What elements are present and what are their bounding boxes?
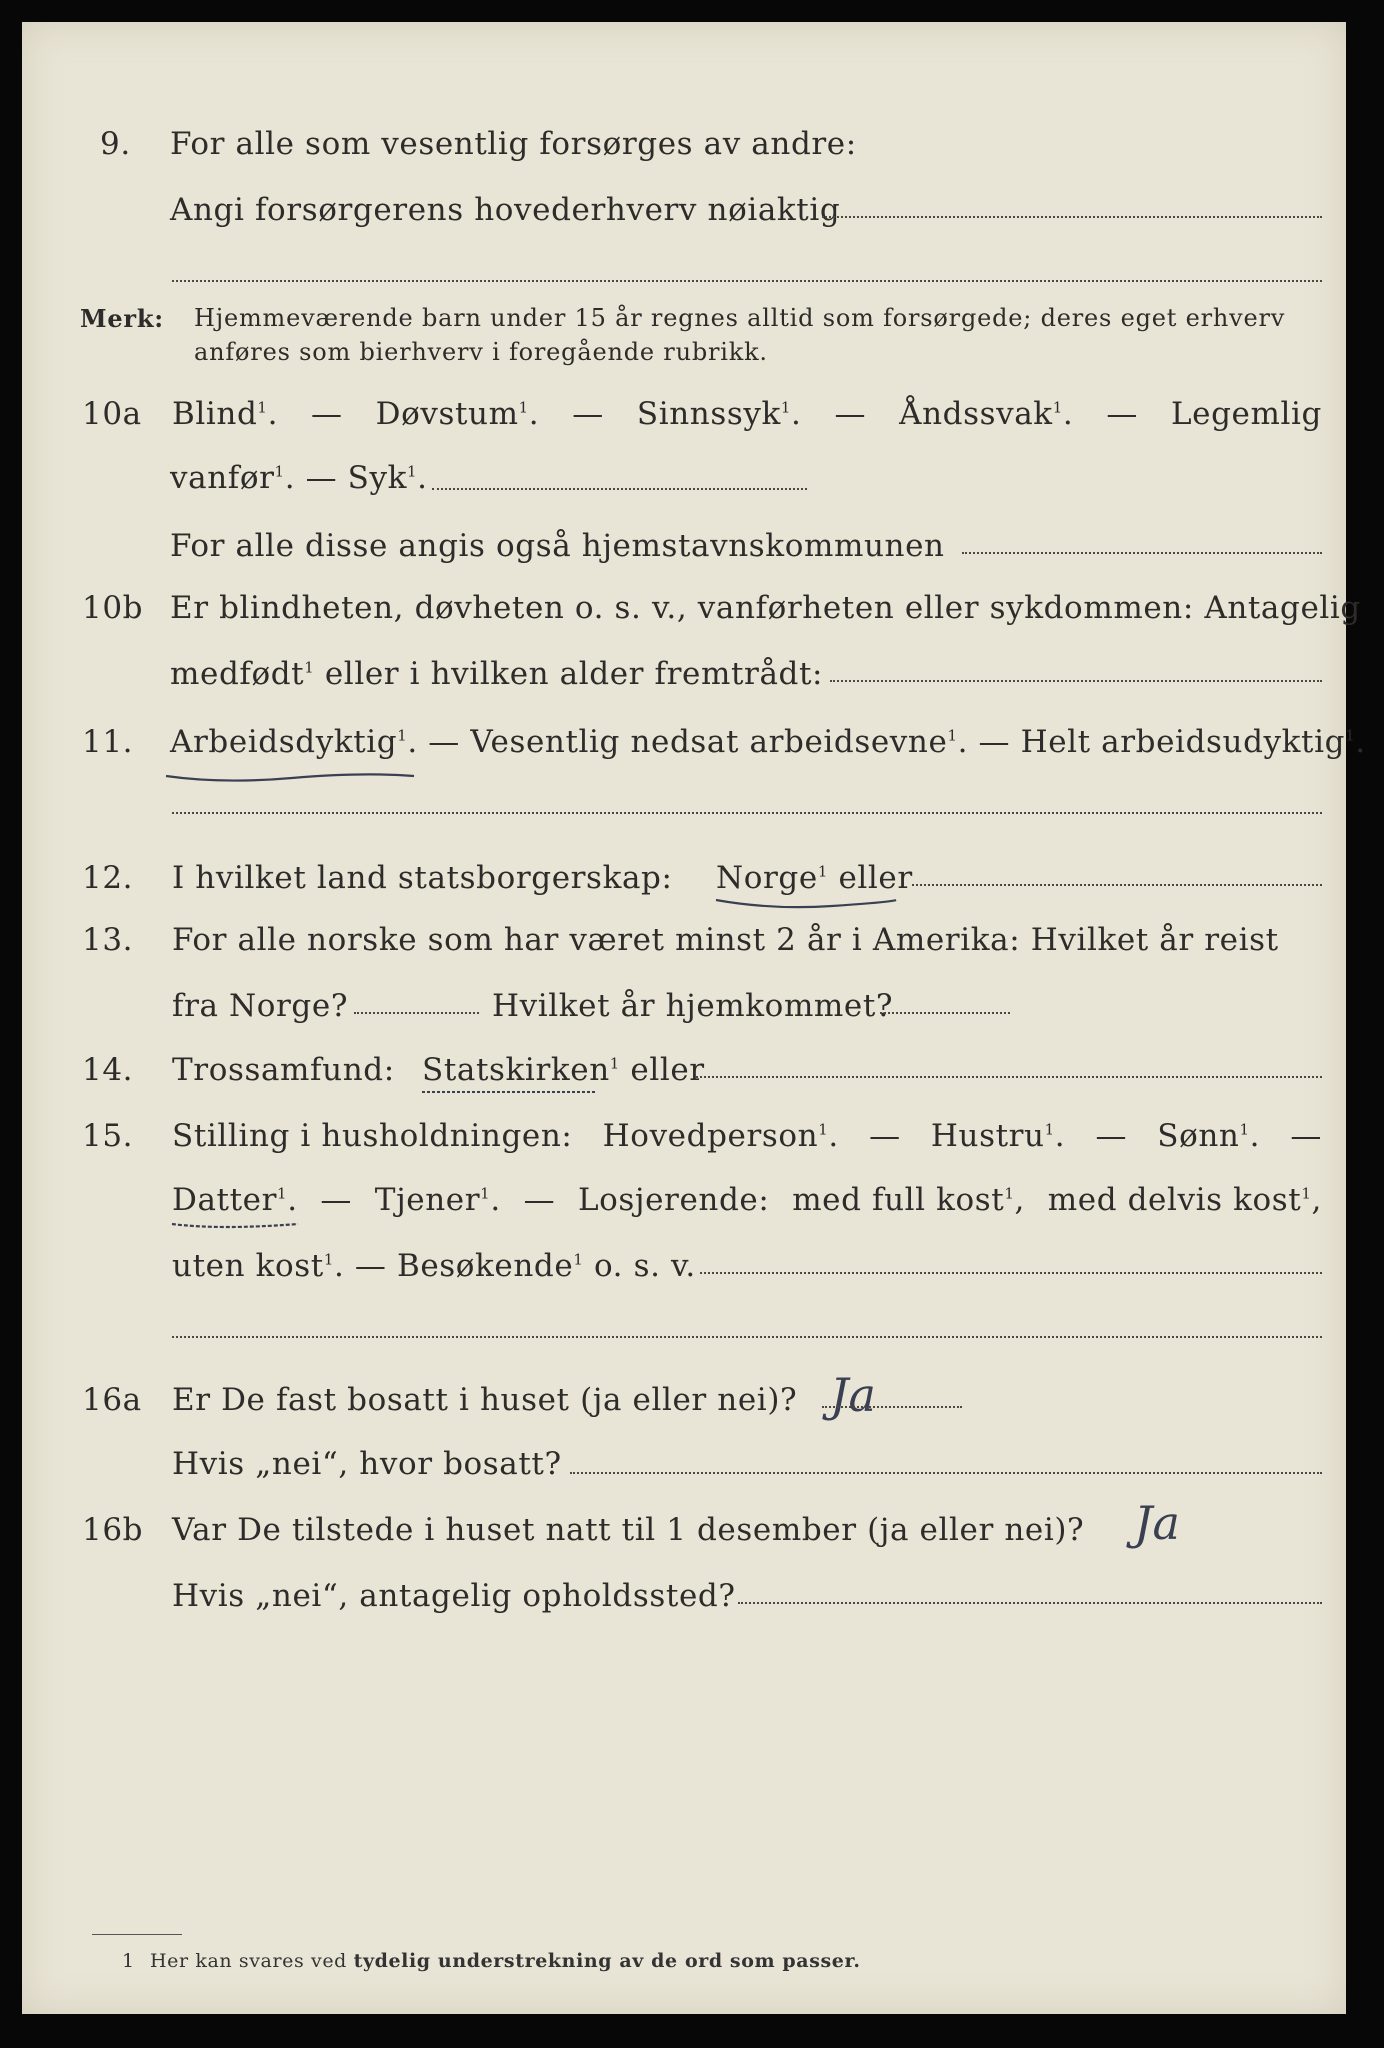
dash: — — [523, 1182, 556, 1218]
q13-number: 13. — [82, 922, 134, 958]
census-form-page — [22, 22, 1366, 2014]
q15-delvis-kost: med delvis kost$^1$, — [1047, 1182, 1322, 1218]
q15-sonn: Sønn$^1$. — [1157, 1118, 1261, 1154]
q15-full-kost: med full kost$^1$, — [792, 1182, 1025, 1218]
dash: — — [320, 1182, 353, 1218]
dash: — — [869, 1118, 901, 1154]
q15-underline-mark — [170, 1218, 302, 1232]
q14-number: 14. — [82, 1052, 134, 1088]
q10b-text2: medfødt$^1$ eller i hvilken alder fremtrådt: — [170, 656, 824, 692]
q14-text: Trossamfund: — [172, 1052, 395, 1088]
q10a-vanfor: vanfør$^1$. — Syk$^1$. — [170, 460, 428, 496]
footnote-mark: 1 — [122, 1950, 135, 1972]
q15-losjerende: Losjerende: — [577, 1182, 770, 1218]
q11-options: Arbeidsdyktig$^1$. — Vesentlig nedsat arbeidsevne$^1$. — Helt arbeidsudyktig$^1$. — [170, 724, 1366, 760]
q16b-opholdssted-field[interactable] — [738, 1602, 1322, 1604]
q15-field-2[interactable] — [172, 1336, 1322, 1338]
q16b-text: Var De tilstede i huset natt til 1 desember (ja eller nei)? — [172, 1512, 1085, 1548]
q10a-sinnssyk: Sinnssyk$^1$. — [636, 396, 802, 432]
merk-text2: anføres som bierhverv i foregående rubrikk. — [194, 338, 768, 366]
q12-number: 12. — [82, 860, 134, 896]
q13-reist: fra Norge? — [172, 988, 349, 1024]
q10a-andssvak: Åndssvak$^1$. — [899, 396, 1074, 432]
q10a-hjemstavn-field[interactable] — [962, 552, 1322, 554]
q11-underline-mark — [162, 766, 422, 786]
q15-number: 15. — [82, 1118, 134, 1154]
q14-field[interactable] — [696, 1076, 1322, 1078]
q15-hovedperson: Hovedperson$^1$. — [602, 1118, 839, 1154]
q16a-answer[interactable]: Ja — [830, 1368, 876, 1422]
dash: — — [834, 396, 867, 432]
footnote-text: Her kan svares ved tydelig understrekning av de ord som passer. — [150, 1950, 861, 1972]
q10a-dovstum: Døvstum$^1$. — [375, 396, 540, 432]
q12-field[interactable] — [912, 884, 1322, 886]
q12-text: I hvilket land statsborgerskap: — [172, 860, 673, 896]
dash: — — [572, 396, 604, 432]
q11-field[interactable] — [172, 812, 1322, 814]
q16b-number: 16b — [82, 1512, 144, 1548]
q10b-number: 10b — [82, 590, 144, 626]
dash: — — [311, 396, 343, 432]
q10b-field[interactable] — [830, 680, 1322, 682]
dash: — — [1106, 396, 1138, 432]
merk-label: Merk: — [80, 304, 164, 333]
footnote-rule — [92, 1934, 182, 1935]
q15-uten-kost: uten kost$^1$. — Besøkende$^1$ o. s. v. — [172, 1248, 696, 1284]
q9-text: For alle som vesentlig forsørges av andre: — [170, 126, 857, 162]
q15-tjener: Tjener$^1$. — [374, 1182, 501, 1218]
q15-datter: Datter$^1$. — [172, 1182, 298, 1218]
q16a-bosatt-field[interactable] — [570, 1472, 1322, 1474]
q13-text: For alle norske som har været minst 2 år i Amerika: Hvilket år reist — [172, 922, 1279, 958]
q16a-number: 16a — [82, 1382, 142, 1418]
q16b-answer[interactable]: Ja — [1134, 1496, 1180, 1550]
q15-text: Stilling i husholdningen: — [172, 1118, 573, 1154]
q15-hustru: Hustru$^1$. — [930, 1118, 1066, 1154]
q11-number: 11. — [82, 724, 134, 760]
q13-reist-field[interactable] — [354, 1012, 479, 1014]
q10a-hjemstavn: For alle disse angis også hjemstavnskommunen — [170, 528, 945, 564]
merk-text: Hjemmeværende barn under 15 år regnes alltid som forsørgede; deres eget erhverv — [194, 304, 1286, 332]
q13-hjemkommet-field[interactable] — [880, 1012, 1010, 1014]
q9-answer-field[interactable] — [822, 216, 1322, 218]
dash: — — [1095, 1118, 1128, 1154]
q9-number: 9. — [100, 126, 131, 162]
q12-norge: Norge$^1$ eller — [716, 860, 913, 896]
q10a-number: 10a — [82, 396, 142, 432]
dash: — — [1290, 1118, 1322, 1154]
q9-text2: Angi forsørgerens hovederhverv nøiaktig — [170, 192, 841, 228]
q10a-blind: Blind$^1$. — [172, 396, 279, 432]
q14-statskirken: Statskirken$^1$ eller — [422, 1052, 705, 1088]
q12-underline-mark — [712, 894, 902, 912]
q16b-text2: Hvis „nei“, antagelig opholdssted? — [172, 1578, 736, 1614]
q10b-text: Er blindheten, døvheten o. s. v., vanførheten eller sykdommen: Antagelig — [170, 590, 1361, 626]
q13-hjemkommet: Hvilket år hjemkommet? — [492, 988, 894, 1024]
q10a-syk-field[interactable] — [432, 488, 807, 490]
q9-answer-field-2[interactable] — [172, 280, 1322, 282]
q14-underline-mark — [420, 1086, 600, 1098]
q15-field[interactable] — [700, 1272, 1322, 1274]
q16a-text2: Hvis „nei“, hvor bosatt? — [172, 1446, 562, 1482]
q10a-legemlig: Legemlig — [1170, 396, 1322, 432]
q16a-text: Er De fast bosatt i huset (ja eller nei)? — [172, 1382, 798, 1418]
q16a-field[interactable] — [822, 1406, 962, 1408]
